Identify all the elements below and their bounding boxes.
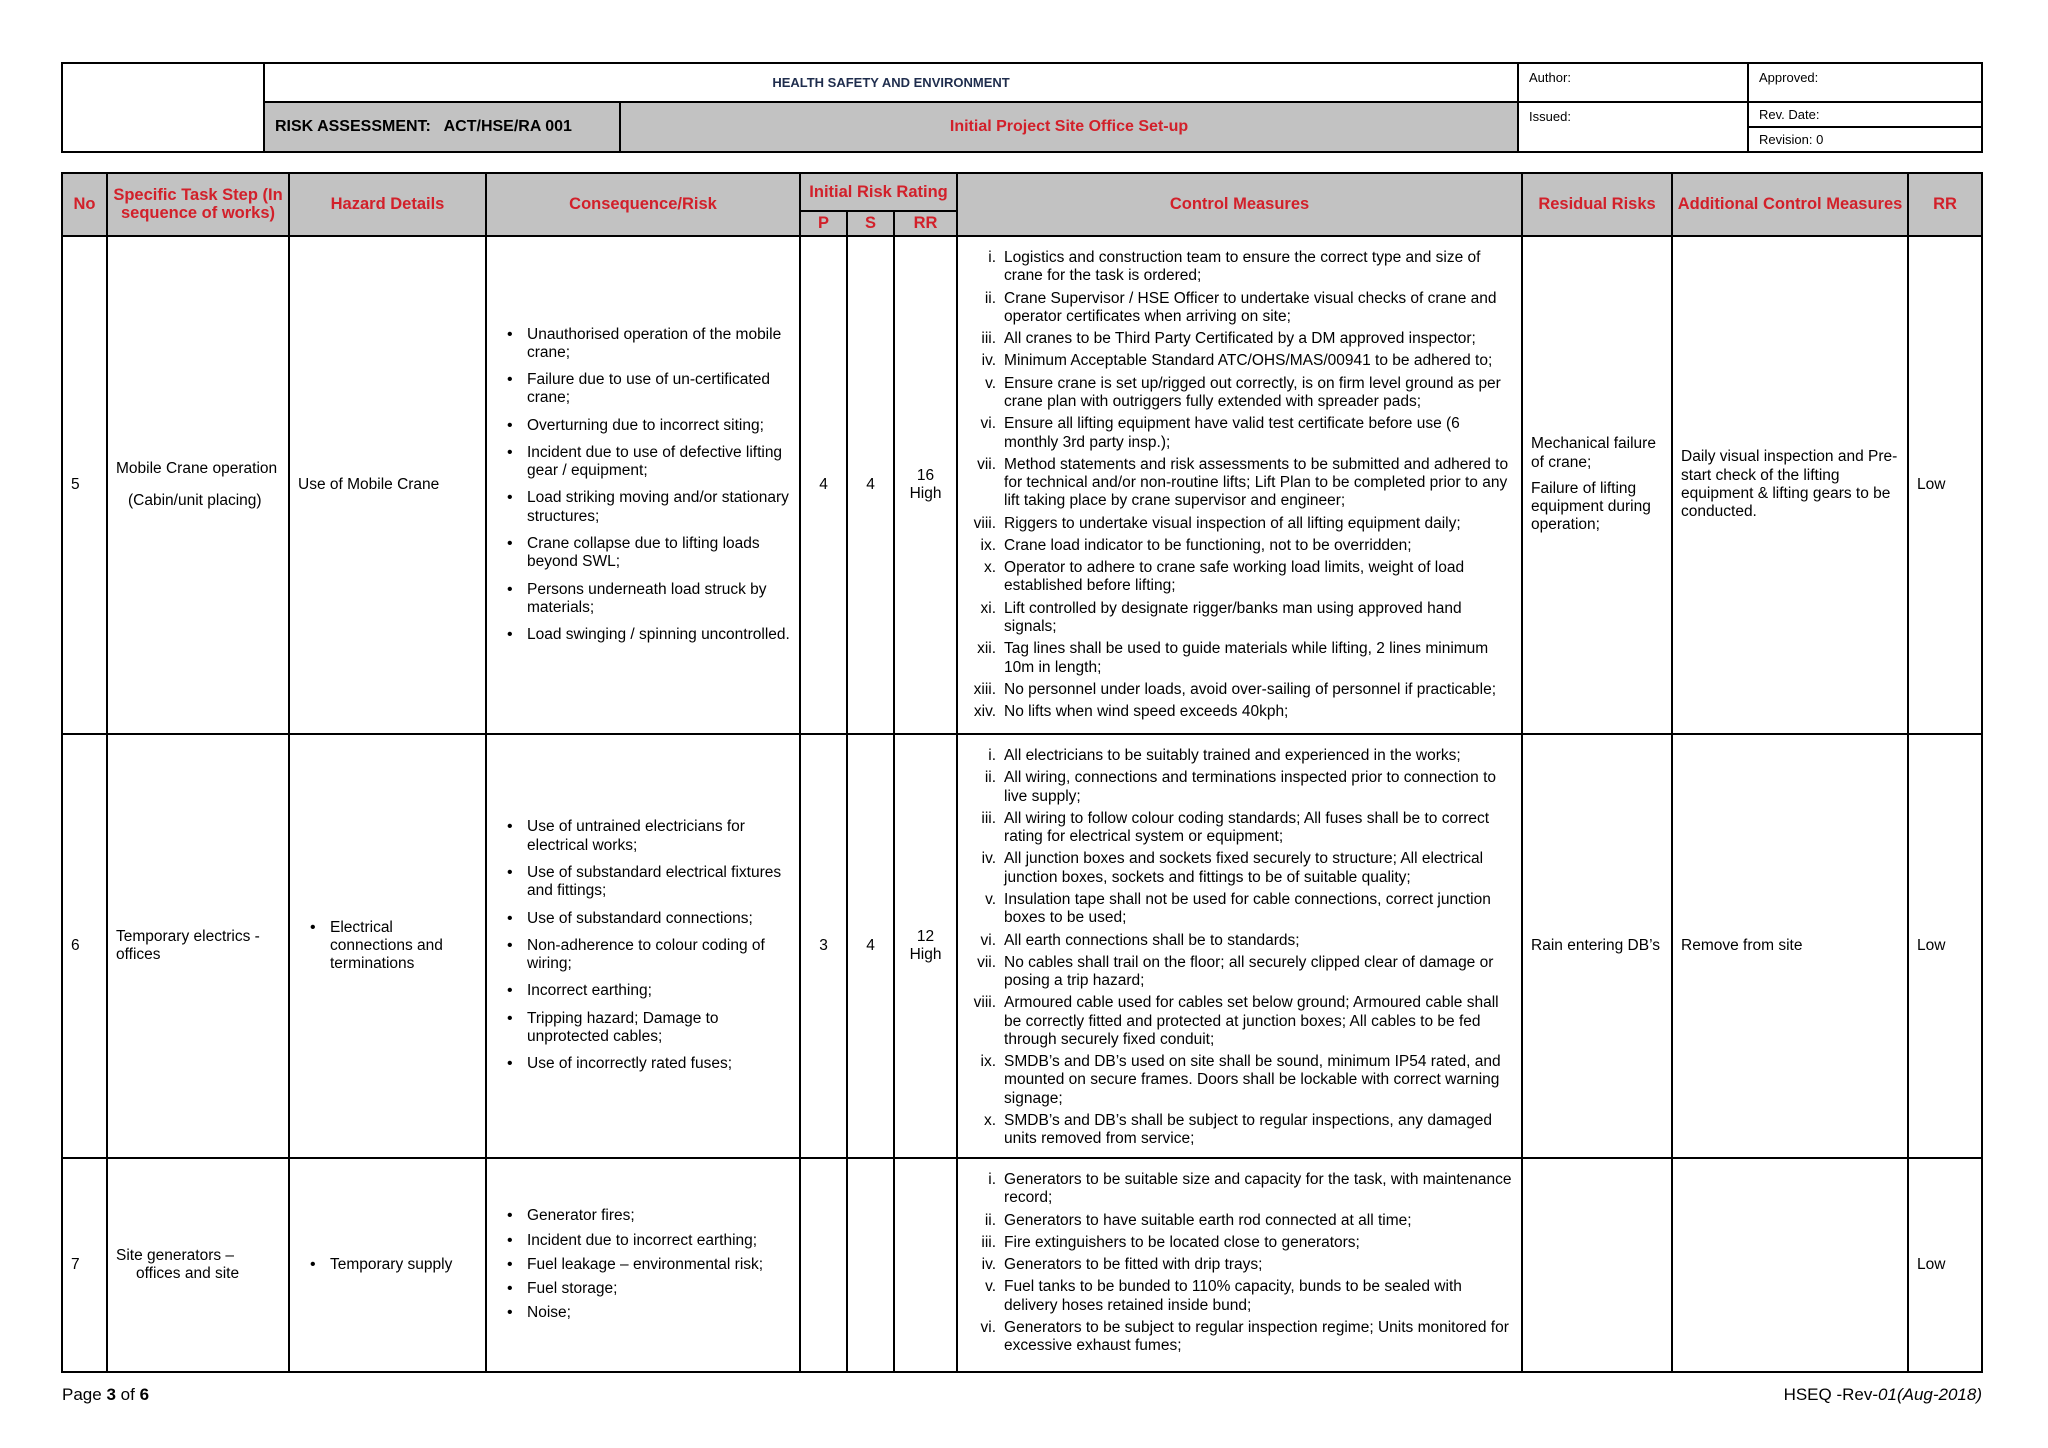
risk-assessment-id: RISK ASSESSMENT: ACT/HSE/RA 001 (264, 102, 620, 152)
control-measure-number: ii. (984, 769, 997, 787)
consequence-item: • Fuel leakage – environmental risk; (495, 1256, 791, 1274)
probability-value (800, 1158, 847, 1372)
consequence-item: • Unauthorised operation of the mobile crane; (495, 326, 791, 363)
control-measure-text: Fire extinguishers to be located close to generators; (1004, 1233, 1360, 1251)
control-measure-number: xi. (980, 599, 997, 617)
additional-control-cell: Daily visual inspection and Pre- start check of the lifting equipment & lifting gears to be conducted. (1672, 236, 1908, 734)
control-measure-text: Armoured cable used for cables set below ground; Armoured cable shall be correctly fitted and protected at junction boxes; All cables to be fed through securely fixed conduit; (1004, 994, 1499, 1048)
residual-risk-item: Rain entering DB’s (1531, 936, 1660, 954)
hazard-cell (289, 734, 486, 1158)
control-measure-number: iii. (981, 1233, 997, 1251)
control-measure-number: iii. (981, 330, 997, 348)
control-measure-number: i. (988, 248, 997, 266)
consequence-item: • Persons underneath load struck by materials; (495, 581, 791, 618)
control-measure-item (966, 249, 1513, 286)
control-measure-number: ii. (984, 1211, 997, 1229)
control-measure-item (966, 810, 1513, 847)
control-measure-text: Ensure crane is set up/rigged out correctly, is on firm level ground as per crane plan with outriggers fully extended with spreader pads; (1004, 374, 1501, 410)
control-measure-text: All earth connections shall be to standards; (1004, 931, 1300, 949)
control-measure-text: Logistics and construction team to ensure the correct type and size of crane for the task is ordered; (1004, 248, 1481, 285)
control-measure-item (966, 1171, 1513, 1208)
control-measure-item (966, 1256, 1513, 1274)
control-measure-number: i. (988, 1170, 997, 1188)
consequence-item: • Use of substandard connections; (495, 910, 791, 928)
control-measure-number: xii. (977, 640, 997, 658)
row-number: 7 (62, 1158, 107, 1372)
control-measures-cell (957, 1158, 1522, 1372)
task-step-line: Site generators – (116, 1246, 235, 1264)
residual-risk-cell (1522, 1158, 1672, 1372)
consequence-item: • Incident due to incorrect earthing; (495, 1232, 791, 1250)
control-measure-number: ix. (980, 536, 997, 554)
control-measure-text: Fuel tanks to be bunded to 110% capacity, bunds to be sealed with delivery hoses retained inside bund; (1004, 1278, 1462, 1314)
residual-risk-item: Failure of lifting equipment during operation; (1531, 479, 1651, 534)
control-measure-number: iv. (981, 850, 997, 868)
control-measure-number: vi. (980, 415, 997, 433)
control-measure-number: xiii. (973, 680, 997, 698)
hazard-cell (289, 236, 486, 734)
col-header-task: Specific Task Step (In sequence of works) (107, 173, 289, 236)
col-header-hazard: Hazard Details (289, 173, 486, 236)
additional-control-cell: Remove from site (1672, 734, 1908, 1158)
col-header-no: No (62, 173, 107, 236)
task-step-cell (107, 1158, 289, 1372)
control-measures-cell (957, 236, 1522, 734)
task-step-cell (107, 734, 289, 1158)
control-measure-text: All cranes to be Third Party Certificated by a DM approved inspector; (1004, 330, 1476, 348)
control-measure-number: vii. (977, 455, 997, 473)
severity-value: 4 (847, 734, 894, 1158)
control-measure-item (966, 352, 1513, 370)
residual-rr-value: Low (1908, 1158, 1982, 1372)
project-title: Initial Project Site Office Set-up (620, 102, 1518, 152)
control-measure-text: Minimum Acceptable Standard ATC/OHS/MAS/00941 to be adhered to; (1004, 352, 1493, 370)
control-measure-text: All junction boxes and sockets fixed securely to structure; All electrical junction boxes, sockets and fittings to be of suitable quality; (1004, 850, 1484, 886)
control-measure-item (966, 1278, 1513, 1315)
control-measure-item (966, 703, 1513, 721)
hazard-text: Use of Mobile Crane (298, 475, 440, 493)
control-measure-item (966, 375, 1513, 412)
additional-control-cell (1672, 1158, 1908, 1372)
document-header (61, 62, 1983, 153)
control-measure-text: Generators to be suitable size and capacity for the task, with maintenance record; (1004, 1170, 1512, 1207)
consequence-item: • Crane collapse due to lifting loads beyond SWL; (495, 535, 791, 572)
col-header-s: S (847, 211, 894, 236)
table-body (62, 236, 1982, 1372)
page-number: Page 3 of 6 (62, 1385, 150, 1404)
initial-rr-level: High (909, 484, 942, 502)
revision-field: Revision: 0 (1748, 127, 1982, 152)
control-measure-item (966, 1234, 1513, 1252)
control-measure-item (966, 1212, 1513, 1230)
consequence-item: • Load swinging / spinning uncontrolled. (495, 626, 791, 644)
control-measure-text: All electricians to be suitably trained and experienced in the works; (1004, 746, 1461, 764)
consequence-cell (486, 236, 800, 734)
col-header-p: P (800, 211, 847, 236)
control-measure-number: viii. (973, 994, 997, 1012)
consequence-item: • Load striking moving and/or stationary structures; (495, 489, 791, 526)
col-header-consequence: Consequence/Risk (486, 173, 800, 236)
col-header-control: Control Measures (957, 173, 1522, 236)
control-measure-number: ix. (980, 1053, 997, 1071)
col-header-residual: Residual Risks (1522, 173, 1672, 236)
consequence-cell (486, 1158, 800, 1372)
author-field: Author: (1518, 63, 1748, 102)
consequence-item: • Non-adherence to colour coding of wiring; (495, 937, 791, 974)
severity-value (847, 1158, 894, 1372)
control-measure-number: x. (983, 559, 997, 577)
control-measure-number: v. (985, 374, 997, 392)
hazard-cell (289, 1158, 486, 1372)
control-measure-item (966, 769, 1513, 806)
control-measure-text: No lifts when wind speed exceeds 40kph; (1004, 703, 1289, 721)
control-measure-text: SMDB’s and DB’s shall be subject to regular inspections, any damaged units removed from service; (1004, 1112, 1492, 1148)
consequence-item: • Use of untrained electricians for electrical works; (495, 818, 791, 855)
consequence-cell (486, 734, 800, 1158)
control-measure-text: Operator to adhere to crane safe working load limits, weight of load established before lifting; (1004, 559, 1465, 595)
task-step-line: Mobile Crane operation (116, 459, 278, 477)
control-measure-text: Crane load indicator to be functioning, not to be overridden; (1004, 536, 1412, 554)
consequence-item: • Failure due to use of un-certificated crane; (495, 371, 791, 408)
consequence-item: • Fuel storage; (495, 1280, 791, 1298)
control-measure-number: iv. (981, 352, 997, 370)
control-measure-text: All wiring, connections and terminations inspected prior to connection to live supply; (1004, 769, 1496, 805)
row-number: 5 (62, 236, 107, 734)
col-header-additional: Additional Control Measures (1672, 173, 1908, 236)
control-measure-number: ii. (984, 289, 997, 307)
initial-rr-score: 16 (916, 466, 935, 484)
issued-field: Issued: (1518, 102, 1748, 152)
control-measure-text: Tag lines shall be used to guide materials while lifting, 2 lines minimum 10m in length; (1004, 640, 1489, 676)
task-step-line: (Cabin/unit placing) (128, 491, 262, 509)
control-measure-item (966, 640, 1513, 677)
probability-value: 3 (800, 734, 847, 1158)
control-measure-number: v. (985, 1278, 997, 1296)
initial-rr-cell (894, 734, 957, 1158)
control-measure-item (966, 415, 1513, 452)
control-measure-item (966, 290, 1513, 327)
control-measure-item (966, 600, 1513, 637)
task-step-line: Temporary electrics - offices (116, 927, 260, 963)
approved-field: Approved: (1748, 63, 1982, 102)
control-measure-number: vi. (980, 1318, 997, 1336)
control-measure-number: x. (983, 1112, 997, 1130)
consequence-item: • Use of incorrectly rated fuses; (495, 1055, 791, 1073)
control-measure-item (966, 932, 1513, 950)
control-measure-number: vii. (977, 953, 997, 971)
control-measure-text: SMDB’s and DB’s used on site shall be sound, minimum IP54 rated, and mounted on secure frames. Doors shall be lockable with correct warning signage; (1004, 1053, 1501, 1107)
control-measure-item (966, 1319, 1513, 1356)
control-measure-number: vi. (980, 931, 997, 949)
col-header-rr-final: RR (1908, 173, 1982, 236)
col-header-rr: RR (894, 211, 957, 236)
consequence-item: • Generator fires; (495, 1207, 791, 1225)
severity-value: 4 (847, 236, 894, 734)
control-measure-item (966, 747, 1513, 765)
consequence-item: • Noise; (495, 1304, 791, 1322)
initial-rr-cell (894, 236, 957, 734)
control-measures-cell (957, 734, 1522, 1158)
control-measure-number: xiv. (973, 703, 997, 721)
control-measure-number: i. (988, 746, 997, 764)
row-number: 6 (62, 734, 107, 1158)
control-measure-item (966, 994, 1513, 1049)
control-measure-text: Generators to have suitable earth rod connected at all time; (1004, 1211, 1412, 1229)
control-measure-item (966, 954, 1513, 991)
residual-rr-value: Low (1908, 734, 1982, 1158)
control-measure-text: Generators to be fitted with drip trays; (1004, 1256, 1263, 1274)
control-measure-number: viii. (973, 514, 997, 532)
control-measure-item (966, 1112, 1513, 1149)
department-title: HEALTH SAFETY AND ENVIRONMENT (264, 63, 1518, 102)
initial-rr-cell (894, 1158, 957, 1372)
control-measure-text: Generators to be subject to regular inspection regime; Units monitored for excessive exhaust fumes; (1004, 1318, 1509, 1355)
residual-rr-value: Low (1908, 236, 1982, 734)
control-measure-text: Insulation tape shall not be used for cable connections, correct junction boxes to be used; (1004, 890, 1491, 927)
control-measure-item (966, 1053, 1513, 1108)
document-revision-code: HSEQ -Rev-01(Aug-2018) (1783, 1385, 1982, 1404)
control-measure-item (966, 891, 1513, 928)
consequence-item: • Incorrect earthing; (495, 982, 791, 1000)
task-step-line: offices and site (136, 1264, 240, 1282)
residual-risk-cell (1522, 236, 1672, 734)
control-measure-number: v. (985, 890, 997, 908)
initial-rr-score: 12 (916, 927, 935, 945)
col-header-initial-rating: Initial Risk Rating (800, 173, 957, 211)
residual-risk-cell (1522, 734, 1672, 1158)
control-measure-text: Ensure all lifting equipment have valid test certificate before use (6 monthly 3rd party insp.); (1004, 415, 1460, 451)
control-measure-number: iv. (981, 1256, 997, 1274)
consequence-item: • Use of substandard electrical fixtures and fittings; (495, 864, 791, 901)
rev-date-field: Rev. Date: (1748, 102, 1982, 127)
probability-value: 4 (800, 236, 847, 734)
consequence-item: • Overturning due to incorrect siting; (495, 417, 791, 435)
control-measure-number: iii. (981, 809, 997, 827)
control-measure-text: All wiring to follow colour coding standards; All fuses shall be to correct rating for electrical system or equipment; (1004, 809, 1490, 846)
hazard-item: • Electrical connections and terminations (298, 919, 477, 974)
control-measure-text: No personnel under loads, avoid over-sailing of personnel if practicable; (1004, 680, 1497, 698)
control-measure-text: Method statements and risk assessments to be submitted and adhered to for technical and/or non-routine lifts; Lift Plan to be completed prior to any lift taking place by crane supervisor and engineer; (1004, 455, 1509, 510)
hazard-item: • Temporary supply (298, 1256, 477, 1274)
control-measure-text: Lift controlled by designate rigger/banks man using approved hand signals; (1004, 599, 1462, 636)
control-measure-item (966, 559, 1513, 596)
control-measure-item (966, 850, 1513, 887)
consequence-item: • Tripping hazard; Damage to unprotected cables; (495, 1010, 791, 1047)
control-measure-text: Riggers to undertake visual inspection of all lifting equipment daily; (1004, 514, 1461, 532)
control-measure-item (966, 515, 1513, 533)
risk-assessment-table (61, 172, 1983, 1373)
initial-rr-level: High (909, 945, 942, 963)
control-measure-text: Crane Supervisor / HSE Officer to undertake visual checks of crane and operator certificates when arriving on site; (1004, 289, 1497, 325)
control-measure-item (966, 456, 1513, 511)
residual-risk-item: Mechanical failure of crane; (1531, 435, 1656, 471)
table-row (62, 236, 1982, 734)
consequence-item: • Incident due to use of defective lifting gear / equipment; (495, 444, 791, 481)
task-step-cell (107, 236, 289, 734)
control-measure-item (966, 537, 1513, 555)
control-measure-item (966, 681, 1513, 699)
control-measure-item (966, 330, 1513, 348)
control-measure-text: No cables shall trail on the floor; all securely clipped clear of damage or posing a trip hazard; (1004, 953, 1494, 990)
logo-placeholder (62, 63, 264, 152)
table-row (62, 1158, 1982, 1372)
table-row (62, 734, 1982, 1158)
